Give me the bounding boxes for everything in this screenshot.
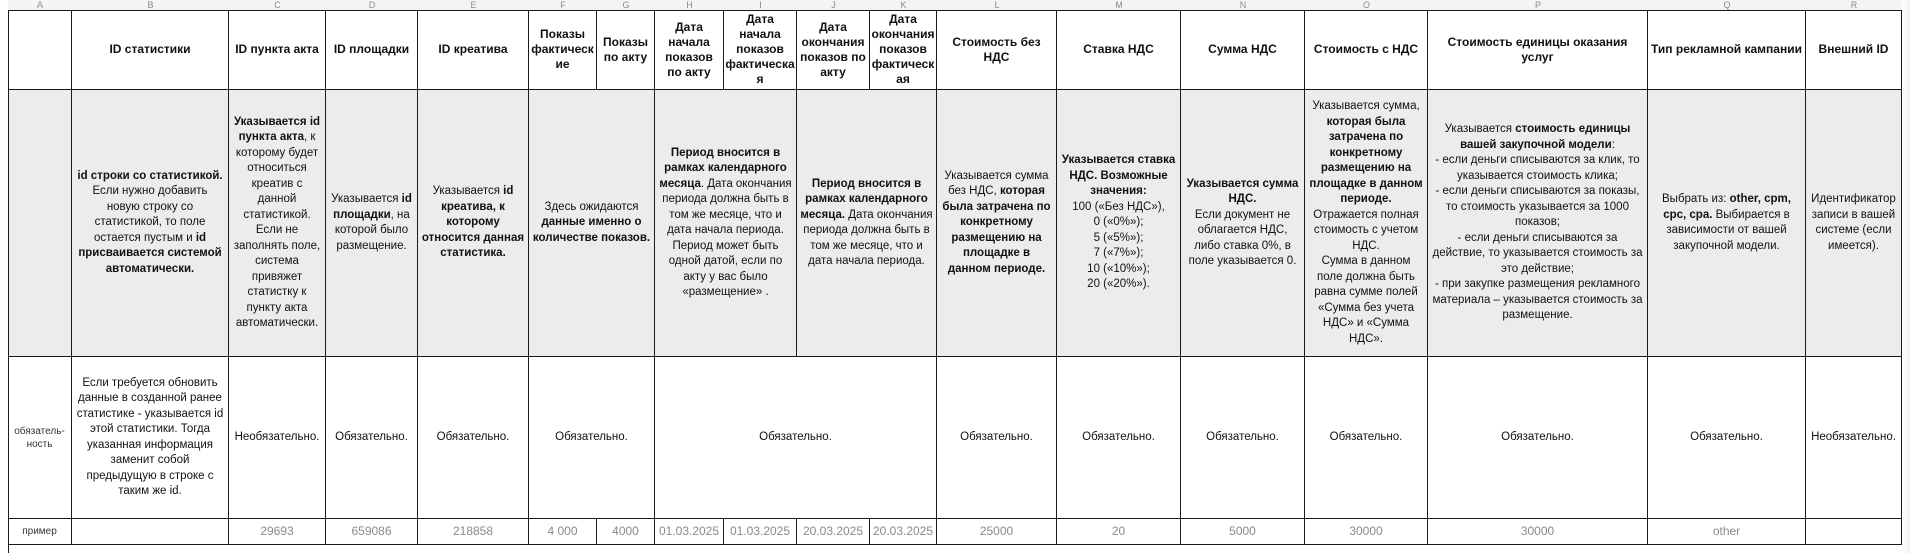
required-cell-e[interactable]: Обязательно. bbox=[418, 357, 529, 519]
example-cell-b[interactable] bbox=[72, 519, 229, 545]
required-cell-o[interactable]: Обязательно. bbox=[1305, 357, 1428, 519]
example-cell-q[interactable]: other bbox=[1648, 519, 1806, 545]
column-letter-q[interactable]: Q bbox=[1648, 0, 1806, 10]
column-letter-e[interactable]: E bbox=[418, 0, 529, 10]
column-letter-l[interactable]: L bbox=[937, 0, 1057, 10]
column-letter-j[interactable]: J bbox=[797, 0, 870, 10]
required-cell-fg[interactable]: Обязательно. bbox=[529, 357, 655, 519]
example-cell-c[interactable]: 29693 bbox=[229, 519, 326, 545]
required-label[interactable]: обязатель-ность bbox=[8, 357, 72, 519]
rich-text: Указывается сумма, которая была затрачена по конкретному размещению на площадке в данном периоде. Отражается полная стоимость с учетом НДС. Сумма в данном поле должна быть равна сумме полей «Сумма без учета НДС» и «Сумма НДС». bbox=[1309, 100, 1423, 345]
example-cell-m[interactable]: 20 bbox=[1057, 519, 1181, 545]
desc-cell-fg[interactable] bbox=[529, 90, 655, 357]
edge-shade bbox=[1902, 0, 1910, 553]
header-cell-b[interactable]: ID статистики bbox=[72, 10, 229, 90]
rich-text: Здесь ожидаются данные именно о количестве показов. bbox=[532, 200, 651, 244]
header-cell-m[interactable]: Ставка НДС bbox=[1057, 10, 1181, 90]
header-cell-a[interactable] bbox=[8, 10, 72, 90]
desc-cell-b[interactable] bbox=[72, 90, 229, 357]
desc-cell-o[interactable] bbox=[1305, 90, 1428, 357]
required-cell-l[interactable]: Обязательно. bbox=[937, 357, 1057, 519]
header-cell-l[interactable]: Стоимость без НДС bbox=[937, 10, 1057, 90]
header-cell-n[interactable]: Сумма НДС bbox=[1181, 10, 1305, 90]
column-letter-g[interactable]: G bbox=[597, 0, 655, 10]
column-letter-k[interactable]: K bbox=[870, 0, 937, 10]
desc-cell-e[interactable] bbox=[418, 90, 529, 357]
rich-text: Указывается сумма НДС. Если документ не облагается НДС, либо ставка 0%, в поле указывается 0. bbox=[1186, 177, 1299, 267]
desc-cell-q[interactable] bbox=[1648, 90, 1806, 357]
rich-text: Указывается ставка НДС. Возможные значения: 100 («Без НДС»), 0 («0%»); 5 («5%»); 7 («7%»); 10 («10%»); 20 («20%»). bbox=[1061, 154, 1176, 291]
required-cell-q[interactable]: Обязательно. bbox=[1648, 357, 1806, 519]
required-cell-b[interactable]: Если требуется обновить данные в созданной ранее статистике - указывается id этой статистики. Тогда указанная информация заменит собой предыдущую в строке с таким же id. bbox=[72, 357, 229, 519]
required-cell-r[interactable]: Необязательно. bbox=[1806, 357, 1902, 519]
required-cell-c[interactable]: Необязательно. bbox=[229, 357, 326, 519]
example-cell-p[interactable]: 30000 bbox=[1428, 519, 1648, 545]
example-cell-g[interactable]: 4000 bbox=[597, 519, 655, 545]
rich-text: Период вносится в рамках календарного месяца. Дата окончания периода должна быть в том же месяце, что и дата начала периода. Период может быть одной датой, если по акту у вас было «размещение» . bbox=[659, 146, 792, 298]
rich-text: Указывается сумма без НДС, которая была затрачена по конкретному размещению на площадке в данном периоде. bbox=[942, 169, 1051, 275]
desc-cell-hi[interactable] bbox=[655, 90, 797, 357]
example-cell-r[interactable] bbox=[1806, 519, 1902, 545]
rich-text: Указывается id креатива, к которому относится данная статистика. bbox=[421, 185, 525, 260]
rich-text: id строки со статистикой. Если нужно добавить новую строку со статистикой, то поле остается пустым и id присваивается системой автоматически. bbox=[77, 169, 223, 275]
example-label[interactable]: пример bbox=[8, 519, 72, 545]
column-letter-a[interactable]: A bbox=[8, 0, 72, 10]
desc-cell-l[interactable] bbox=[937, 90, 1057, 357]
column-letter-m[interactable]: M bbox=[1057, 0, 1181, 10]
column-letter-f[interactable]: F bbox=[529, 0, 597, 10]
required-cell-m[interactable]: Обязательно. bbox=[1057, 357, 1181, 519]
column-letter-b[interactable]: B bbox=[72, 0, 229, 10]
example-cell-f[interactable]: 4 000 bbox=[529, 519, 597, 545]
column-letter-r[interactable]: R bbox=[1806, 0, 1902, 10]
required-cell-n[interactable]: Обязательно. bbox=[1181, 357, 1305, 519]
example-cell-h[interactable]: 01.03.2025 bbox=[655, 519, 724, 545]
column-letter-c[interactable]: C bbox=[229, 0, 326, 10]
rich-text: Указывается стоимость единицы вашей закупочной модели: - если деньги списываются за клик, то указывается стоимость клика; - если деньги списываются за показы, то стоимость указывается за 1000 показов; - если деньги списываются за действие, то указывается стоимость за это действие; - при закупке размещения рекламного материала – указывается стоимость за размещение. bbox=[1432, 123, 1643, 322]
example-cell-j[interactable]: 20.03.2025 bbox=[797, 519, 870, 545]
rich-text: Выбрать из: other, cpm, cpc, cpa. Выбирается в зависимости от вашей закупочной модели. bbox=[1662, 193, 1791, 252]
header-cell-d[interactable]: ID площадки bbox=[326, 10, 418, 90]
rich-text: Период вносится в рамках календарного месяца. Дата окончания периода должна быть в том же месяце, что и дата начала периода. bbox=[800, 177, 933, 267]
desc-cell-p[interactable] bbox=[1428, 90, 1648, 357]
column-letter-o[interactable]: O bbox=[1305, 0, 1428, 10]
example-cell-n[interactable]: 5000 bbox=[1181, 519, 1305, 545]
header-cell-p[interactable]: Стоимость единицы оказания услуг bbox=[1428, 10, 1648, 90]
column-letter-i[interactable]: I bbox=[724, 0, 797, 10]
example-cell-i[interactable]: 01.03.2025 bbox=[724, 519, 797, 545]
desc-cell-m[interactable] bbox=[1057, 90, 1181, 357]
example-cell-e[interactable]: 218858 bbox=[418, 519, 529, 545]
desc-cell-n[interactable] bbox=[1181, 90, 1305, 357]
desc-cell-c[interactable] bbox=[229, 90, 326, 357]
rich-text: Указывается id пункта акта, к которому будет относиться креатив с данной статистикой. Если не заполнять поле, система привяжет статистку к пункту акта автоматически. bbox=[233, 115, 321, 329]
column-letter-p[interactable]: P bbox=[1428, 0, 1648, 10]
header-cell-q[interactable]: Тип рекламной кампании bbox=[1648, 10, 1806, 90]
header-cell-c[interactable]: ID пункта акта bbox=[229, 10, 326, 90]
desc-cell-a[interactable] bbox=[8, 90, 72, 357]
header-cell-h[interactable]: Дата начала показов по акту bbox=[655, 10, 724, 90]
desc-cell-d[interactable] bbox=[326, 90, 418, 357]
example-cell-d[interactable]: 659086 bbox=[326, 519, 418, 545]
desc-cell-r[interactable] bbox=[1806, 90, 1902, 357]
desc-cell-jk[interactable] bbox=[797, 90, 937, 357]
header-cell-k[interactable]: Дата окончания показов фактическ ая bbox=[870, 10, 937, 90]
rich-text: Указывается id площадки, на которой было размещение. bbox=[331, 193, 412, 252]
rich-text: Идентификатор записи в вашей системе (если имеется). bbox=[1811, 193, 1896, 252]
column-letter-d[interactable]: D bbox=[326, 0, 418, 10]
header-cell-r[interactable]: Внешний ID bbox=[1806, 10, 1902, 90]
example-cell-l[interactable]: 25000 bbox=[937, 519, 1057, 545]
required-cell-hk[interactable]: Обязательно. bbox=[655, 357, 937, 519]
header-cell-j[interactable]: Дата окончания показов по акту bbox=[797, 10, 870, 90]
header-cell-o[interactable]: Стоимость с НДС bbox=[1305, 10, 1428, 90]
header-cell-f[interactable]: Показы фактическ ие bbox=[529, 10, 597, 90]
required-cell-p[interactable]: Обязательно. bbox=[1428, 357, 1648, 519]
header-cell-g[interactable]: Показы по акту bbox=[597, 10, 655, 90]
example-cell-o[interactable]: 30000 bbox=[1305, 519, 1428, 545]
column-letter-h[interactable]: H bbox=[655, 0, 724, 10]
required-cell-d[interactable]: Обязательно. bbox=[326, 357, 418, 519]
column-letter-n[interactable]: N bbox=[1181, 0, 1305, 10]
example-cell-k[interactable]: 20.03.2025 bbox=[870, 519, 937, 545]
header-cell-i[interactable]: Дата начала показов фактическа я bbox=[724, 10, 797, 90]
header-cell-e[interactable]: ID креатива bbox=[418, 10, 529, 90]
